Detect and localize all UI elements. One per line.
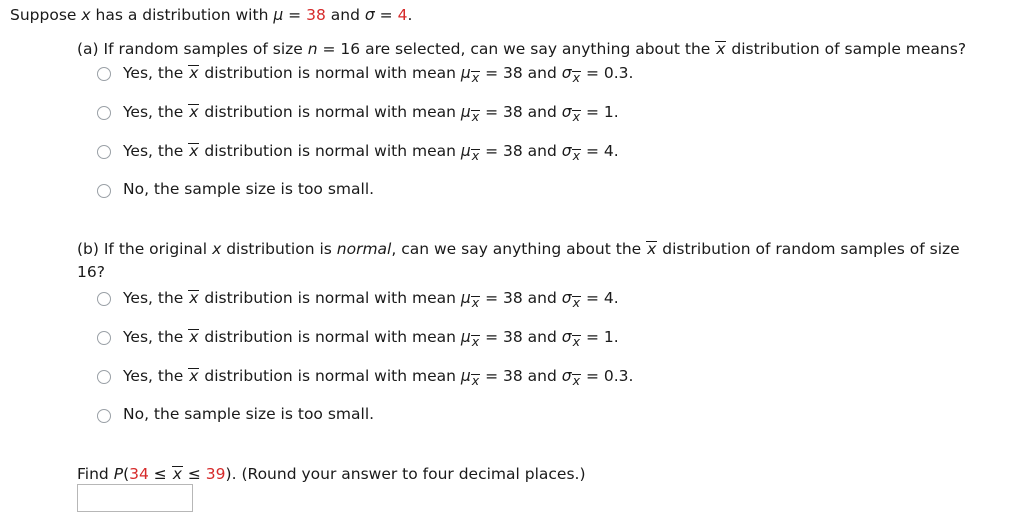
xbar-symbol: x [189,367,199,385]
xbar-symbol: x [189,289,199,307]
part-b-mid2: , can we say anything about the [391,240,642,258]
option-sigma-value: = 0.3. [585,64,634,82]
answer-input[interactable] [77,484,193,512]
period: . [407,6,413,24]
x-var: x [212,240,222,258]
option-b-3[interactable] [123,366,634,388]
sigma-symbol: σ [561,142,572,160]
option-mid: distribution is normal with mean [204,142,456,160]
xbar-sub: x [471,109,480,124]
subscript [572,69,581,85]
subscript [572,372,581,388]
option-a-3[interactable] [123,141,619,163]
option-mu-value: = 38 and [485,328,557,346]
mu-symbol: μ [460,103,471,121]
xbar-symbol: x [189,64,199,82]
xbar-sub: x [471,373,480,388]
close-paren: ). [225,465,237,483]
subscript [471,69,480,85]
intro-var: x [81,6,91,24]
le-symbol-1: ≤ [153,465,167,483]
subscript [471,333,480,349]
subscript [572,333,581,349]
option-a-1[interactable] [123,63,634,85]
option-sigma-value: = 1. [585,103,619,121]
sigma-value: 4 [397,6,408,24]
sigma-symbol: σ [364,6,375,24]
option-b-2[interactable] [123,327,619,349]
xbar-sub: x [572,295,581,310]
open-paren: ( [123,465,130,483]
xbar-symbol: x [189,328,199,346]
rounding-note: (Round your answer to four decimal places.) [241,465,586,483]
part-b-mid: distribution is [226,240,332,258]
mu-symbol: μ [460,64,471,82]
radio-b-4[interactable] [97,409,111,423]
xbar-sub: x [572,148,581,163]
option-mu-value: = 38 and [485,103,557,121]
intro-prefix: Suppose [10,6,77,24]
option-mu-value: = 38 and [485,289,557,307]
radio-b-1[interactable] [97,292,111,306]
subscript [471,294,480,310]
xbar-sub: x [572,373,581,388]
radio-a-2[interactable] [97,106,111,120]
option-mid: distribution is normal with mean [204,289,456,307]
xbar-sub: x [572,334,581,349]
part-b-question-line2 [77,263,105,281]
option-mid: distribution is normal with mean [204,64,456,82]
part-b-question [77,239,960,258]
radio-a-4[interactable] [97,184,111,198]
xbar-symbol: x [172,465,182,483]
xbar-symbol: x [189,142,199,160]
radio-a-3[interactable] [97,145,111,159]
part-a-tail: distribution of sample means? [731,40,967,58]
option-text: No, the sample size is too small. [123,180,375,198]
xbar-symbol: x [189,103,199,121]
radio-b-2[interactable] [97,331,111,345]
mu-symbol: μ [460,328,471,346]
normal-word: normal [336,240,392,258]
sigma-symbol: σ [561,103,572,121]
option-b-1[interactable] [123,288,619,310]
subscript [572,147,581,163]
subscript [471,147,480,163]
subscript [471,372,480,388]
option-pre: Yes, the [123,64,184,82]
sigma-symbol: σ [561,328,572,346]
option-pre: Yes, the [123,367,184,385]
sigma-symbol: σ [561,367,572,385]
lower-bound: 34 [129,465,149,483]
part-b-tail: distribution of random samples of size [662,240,960,258]
option-mu-value: = 38 and [485,367,557,385]
mu-symbol: μ [460,289,471,307]
subscript [572,108,581,124]
part-a-question [77,39,966,58]
find-prefix: Find [77,465,109,483]
mu-symbol: μ [273,6,284,24]
find-probability-prompt [77,464,586,483]
option-pre: Yes, the [123,328,184,346]
radio-a-1[interactable] [97,67,111,81]
part-b-label: (b) If the original [77,240,208,258]
radio-b-3[interactable] [97,370,111,384]
option-mid: distribution is normal with mean [204,367,456,385]
equals-2: = [379,6,393,24]
xbar-sub: x [471,148,480,163]
equals-1: = [288,6,302,24]
option-text: No, the sample size is too small. [123,405,375,423]
sigma-symbol: σ [561,289,572,307]
part-b-line2: 16? [77,263,105,281]
mu-value: 38 [306,6,326,24]
problem-statement [10,6,412,24]
part-a-text: = 16 are selected, can we say anything about the [322,40,711,58]
option-mid: distribution is normal with mean [204,103,456,121]
option-sigma-value: = 4. [585,142,619,160]
xbar-sub: x [471,70,480,85]
xbar-symbol: x [647,240,657,258]
option-pre: Yes, the [123,142,184,160]
option-mu-value: = 38 and [485,142,557,160]
subscript [471,108,480,124]
option-pre: Yes, the [123,289,184,307]
xbar-sub: x [572,109,581,124]
mu-symbol: μ [460,142,471,160]
subscript [572,294,581,310]
option-mu-value: = 38 and [485,64,557,82]
option-a-4[interactable] [123,180,374,198]
option-sigma-value: = 4. [585,289,619,307]
mu-symbol: μ [460,367,471,385]
option-a-2[interactable] [123,102,619,124]
option-pre: Yes, the [123,103,184,121]
part-a-label: (a) If random samples of size [77,40,303,58]
xbar-sub: x [471,295,480,310]
le-symbol-2: ≤ [187,465,201,483]
option-sigma-value: = 1. [585,328,619,346]
option-b-4[interactable] [123,405,374,423]
xbar-symbol: x [716,40,726,58]
option-sigma-value: = 0.3. [585,367,634,385]
intro-mid: has a distribution with [95,6,269,24]
n-symbol: n [307,40,318,58]
and-word: and [330,6,360,24]
p-symbol: P [113,465,124,483]
xbar-sub: x [572,70,581,85]
xbar-sub: x [471,334,480,349]
sigma-symbol: σ [561,64,572,82]
option-mid: distribution is normal with mean [204,328,456,346]
upper-bound: 39 [205,465,226,483]
